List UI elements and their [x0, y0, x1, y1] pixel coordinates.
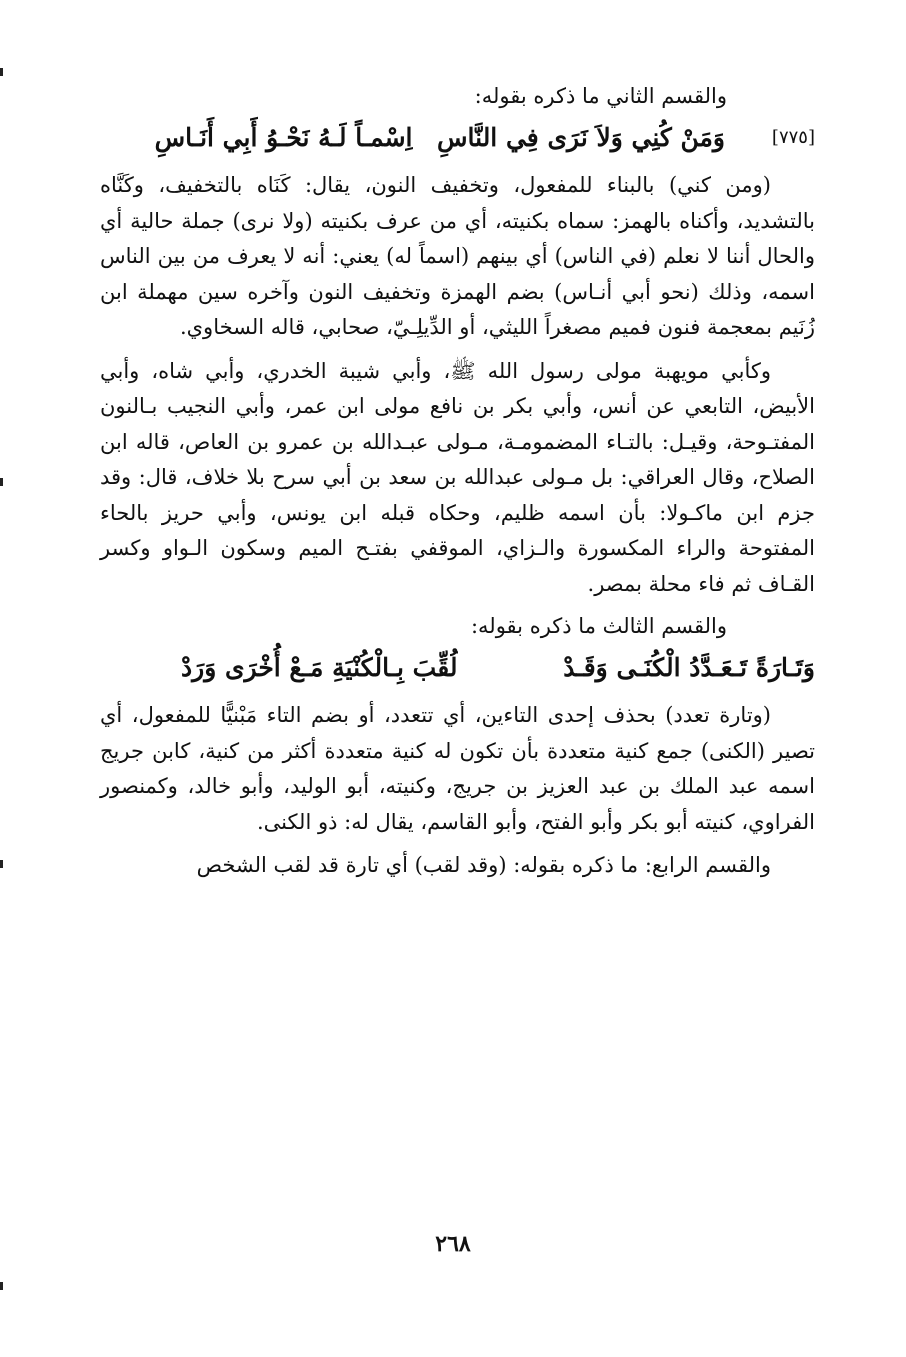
verse-hemistich-second: لُقِّبَ بِـالْكُنْيَةِ مَـعْ أُخْرَى وَرَدْ: [180, 653, 458, 682]
verse-number: [٧٧٥]: [771, 127, 815, 148]
verse-775: [100, 118, 815, 158]
verse-hemistich-first: وَمَنْ كُنِي وَلاَ نَرَى فِي النَّاسِ: [437, 123, 725, 152]
verse-776: [100, 648, 815, 688]
margin-mark: [0, 68, 3, 76]
commentary-paragraph: (ومن كني) بالبناء للمفعول، وتخفيف النون، يقال: كَنَاه بالتخفيف، وكَنَّاه بالتشديد، وأكناه بالهمز: سماه بكنيته، أي من عرف بكنيته (ولا نرى) جملة حالية أي والحال أننا لا نعلم (في الناس) أي بينهم (اسماً له) يعني: أنه لا يعرف من بين الناس اسمه، وذلك (نحو أبي أنـاس) بضم الهمزة وتخفيف النون وآخره سين مهملة ابن زُنَيم بمعجمة فنون فميم مصغراً الليثي، أو الدِّيلِـيّ، صحابي، قاله السخاوي.: [100, 173, 815, 339]
commentary-paragraph: وكأبي مويهبة مولى رسول الله ﷺ، وأبي شيبة الخدري، وأبي شاه، وأبي الأبيض، التابعي عن أنس، وأبي بكر بن نافع مولى ابن عمر، وأبي النجيب بـالنون المفتـوحة، وقيـل: بالتـاء المضمومـة، مـولى عبـدالله بن عمرو بن العاص، قاله ابن الصلاح، وقال العراقي: بل مـولى عبدالله بن سعد بن أبي سرح بلا خلاف، قال: وقد جزم ابن ماكـولا: بأن اسمه ظليم، وحكاه قبله ابن يونس، وأبي حريز بالحاء المفتوحة والراء المكسورة والـزاي، الموقفي بفتـح الميم وسكون الـواو وكسر القـاف ثم فاء محلة بمصر.: [100, 358, 815, 596]
margin-mark: [0, 478, 3, 486]
part3-intro: والقسم الثالث ما ذكره بقوله:: [470, 614, 727, 638]
commentary-paragraph: والقسم الرابع: ما ذكره بقوله: (وقد لقب) أي تارة قد لقب الشخص: [196, 853, 771, 877]
page-body: [100, 80, 815, 892]
part2-intro: والقسم الثاني ما ذكره بقوله:: [474, 84, 727, 108]
verse-hemistich-first: وَتَـارَةً تَـعَـدَّدُ الْكُنَـى وَقَـدْ: [563, 653, 815, 682]
commentary-paragraph: (وتارة تعدد) بحذف إحدى التاءين، أي تتعدد، أو بضم التاء مَبْنيًّا للمفعول، أي تصير (الكنى) جمع كنية متعددة بأن تكون له كنية متعددة أكثر من كنية، كابن جريج اسمه عبد الملك بن عبد العزيز بن جريج، وكنيته، أبو الوليد، وأبو خالد، وكمنصور الفراوي، كنيته أبو بكر وأبو الفتح، وأبو القاسم، يقال له: ذو الكنى.: [100, 703, 815, 834]
page-number: ٢٦٨: [435, 1231, 471, 1257]
margin-mark: [0, 1282, 3, 1290]
margin-mark: [0, 860, 3, 868]
verse-hemistich-second: اِسْمـاً لَـهُ نَحْـوُ أَبِي أَنَـاسِ: [154, 123, 413, 152]
